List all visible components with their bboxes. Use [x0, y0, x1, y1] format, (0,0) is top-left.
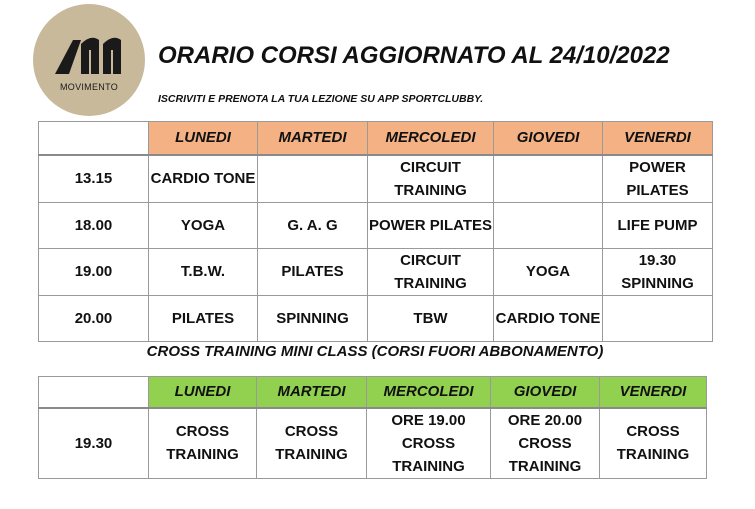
day-header: LUNEDI	[149, 122, 258, 155]
schedule-header-row	[39, 122, 713, 155]
class-cell	[494, 155, 603, 203]
class-cell: CARDIO TONE	[149, 155, 258, 203]
day-header: VENERDI	[600, 377, 707, 408]
mini-class-header-row	[39, 377, 707, 408]
class-cell: YOGA	[149, 202, 258, 248]
corner-cell	[39, 122, 149, 155]
day-header: VENERDI	[603, 122, 713, 155]
class-cell: PILATES	[149, 295, 258, 341]
table-row	[39, 155, 713, 203]
day-header: MARTEDI	[258, 122, 368, 155]
class-cell: ORE 19.00 CROSS TRAINING	[367, 408, 491, 479]
logo-mark	[33, 4, 145, 116]
class-cell: CIRCUIT TRAINING	[368, 155, 494, 203]
table-row	[39, 202, 713, 248]
time-cell: 20.00	[39, 295, 149, 341]
class-cell: CROSS TRAINING	[600, 408, 707, 479]
class-cell: TBW	[368, 295, 494, 341]
table-row	[39, 295, 713, 341]
class-cell	[494, 202, 603, 248]
time-cell: 13.15	[39, 155, 149, 203]
class-cell: POWER PILATES	[368, 202, 494, 248]
class-cell: SPINNING	[258, 295, 368, 341]
day-header: GIOVEDI	[494, 122, 603, 155]
corner-cell	[39, 377, 149, 408]
class-cell	[603, 295, 713, 341]
page-title: ORARIO CORSI AGGIORNATO AL 24/10/2022	[158, 42, 670, 69]
class-cell: CROSS TRAINING	[257, 408, 367, 479]
logo	[33, 4, 145, 116]
page-subtitle: ISCRIVITI E PRENOTA LA TUA LEZIONE SU APP SPORTCLUBBY.	[158, 93, 484, 105]
class-cell	[258, 155, 368, 203]
mini-class-title: CROSS TRAINING MINI CLASS (CORSI FUORI ABBONAMENTO)	[146, 343, 604, 360]
day-header: LUNEDI	[149, 377, 257, 408]
class-cell: 19.30 SPINNING	[603, 248, 713, 295]
class-cell: LIFE PUMP	[603, 202, 713, 248]
class-cell: POWER PILATES	[603, 155, 713, 203]
class-cell: CIRCUIT TRAINING	[368, 248, 494, 295]
time-cell: 18.00	[39, 202, 149, 248]
mini-class-table	[38, 376, 707, 479]
class-cell: CROSS TRAINING	[149, 408, 257, 479]
time-cell: 19.30	[39, 408, 149, 479]
day-header: GIOVEDI	[491, 377, 600, 408]
class-cell: G. A. G	[258, 202, 368, 248]
class-cell: YOGA	[494, 248, 603, 295]
day-header: MERCOLEDI	[368, 122, 494, 155]
class-cell: CARDIO TONE	[494, 295, 603, 341]
class-cell: PILATES	[258, 248, 368, 295]
class-cell: ORE 20.00 CROSS TRAINING	[491, 408, 600, 479]
table-row	[39, 248, 713, 295]
schedule-table	[38, 121, 713, 342]
class-cell: T.B.W.	[149, 248, 258, 295]
time-cell: 19.00	[39, 248, 149, 295]
day-header: MERCOLEDI	[367, 377, 491, 408]
logo-text: MOVIMENTO	[59, 82, 119, 92]
table-row	[39, 408, 707, 479]
day-header: MARTEDI	[257, 377, 367, 408]
